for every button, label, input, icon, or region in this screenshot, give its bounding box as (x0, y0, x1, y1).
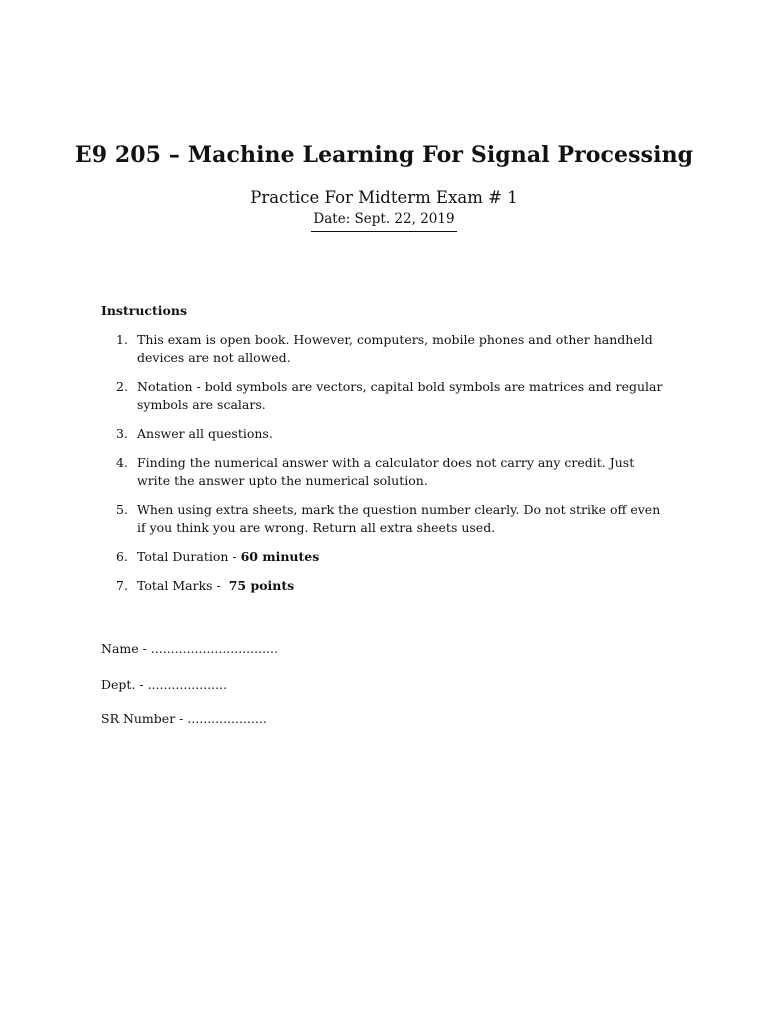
instruction-text: This exam is open book. However, computers, mobile phones and other handheld devices are not allowed. (137, 332, 653, 365)
instruction-number: 7. (116, 578, 128, 593)
instruction-text: Total Marks - (137, 578, 229, 593)
instructions-heading: Instructions (101, 303, 188, 318)
instruction-text: Notation - bold symbols are vectors, capital bold symbols are matrices and regular symbols are scalars. (137, 379, 663, 412)
instruction-number: 1. (116, 332, 128, 347)
name-field: Name - ................................ (101, 641, 278, 656)
instruction-item (101, 454, 671, 490)
instruction-item (101, 548, 671, 566)
instruction-number: 5. (116, 502, 128, 517)
page-title: E9 205 – Machine Learning For Signal Processing (74, 142, 694, 168)
marks-value: 75 points (228, 578, 295, 593)
instruction-item (101, 378, 671, 414)
instruction-item (101, 501, 671, 537)
instruction-item (101, 577, 671, 595)
date-line (0, 208, 768, 232)
instruction-number: 6. (116, 549, 128, 564)
instruction-text: Total Duration - (137, 549, 241, 564)
instruction-number: 4. (116, 455, 128, 470)
instruction-item (101, 331, 671, 367)
exam-subtitle: Practice For Midterm Exam # 1 (250, 188, 518, 207)
instruction-text: Answer all questions. (137, 426, 273, 441)
instruction-text: When using extra sheets, mark the question number clearly. Do not strike off even if you think you are wrong. Return all extra sheets used. (137, 502, 661, 535)
instruction-number: 3. (116, 426, 128, 441)
instruction-item (101, 425, 671, 443)
sr-number-field: SR Number - .................... (101, 711, 267, 726)
instruction-number: 2. (116, 379, 128, 394)
duration-value: 60 minutes (240, 549, 320, 564)
exam-date: Date: Sept. 22, 2019 (311, 211, 456, 232)
instruction-text: Finding the numerical answer with a calculator does not carry any credit. Just write the answer upto the numerical solution. (137, 455, 635, 488)
instruction-list (101, 331, 671, 606)
dept-field: Dept. - .................... (101, 677, 228, 692)
